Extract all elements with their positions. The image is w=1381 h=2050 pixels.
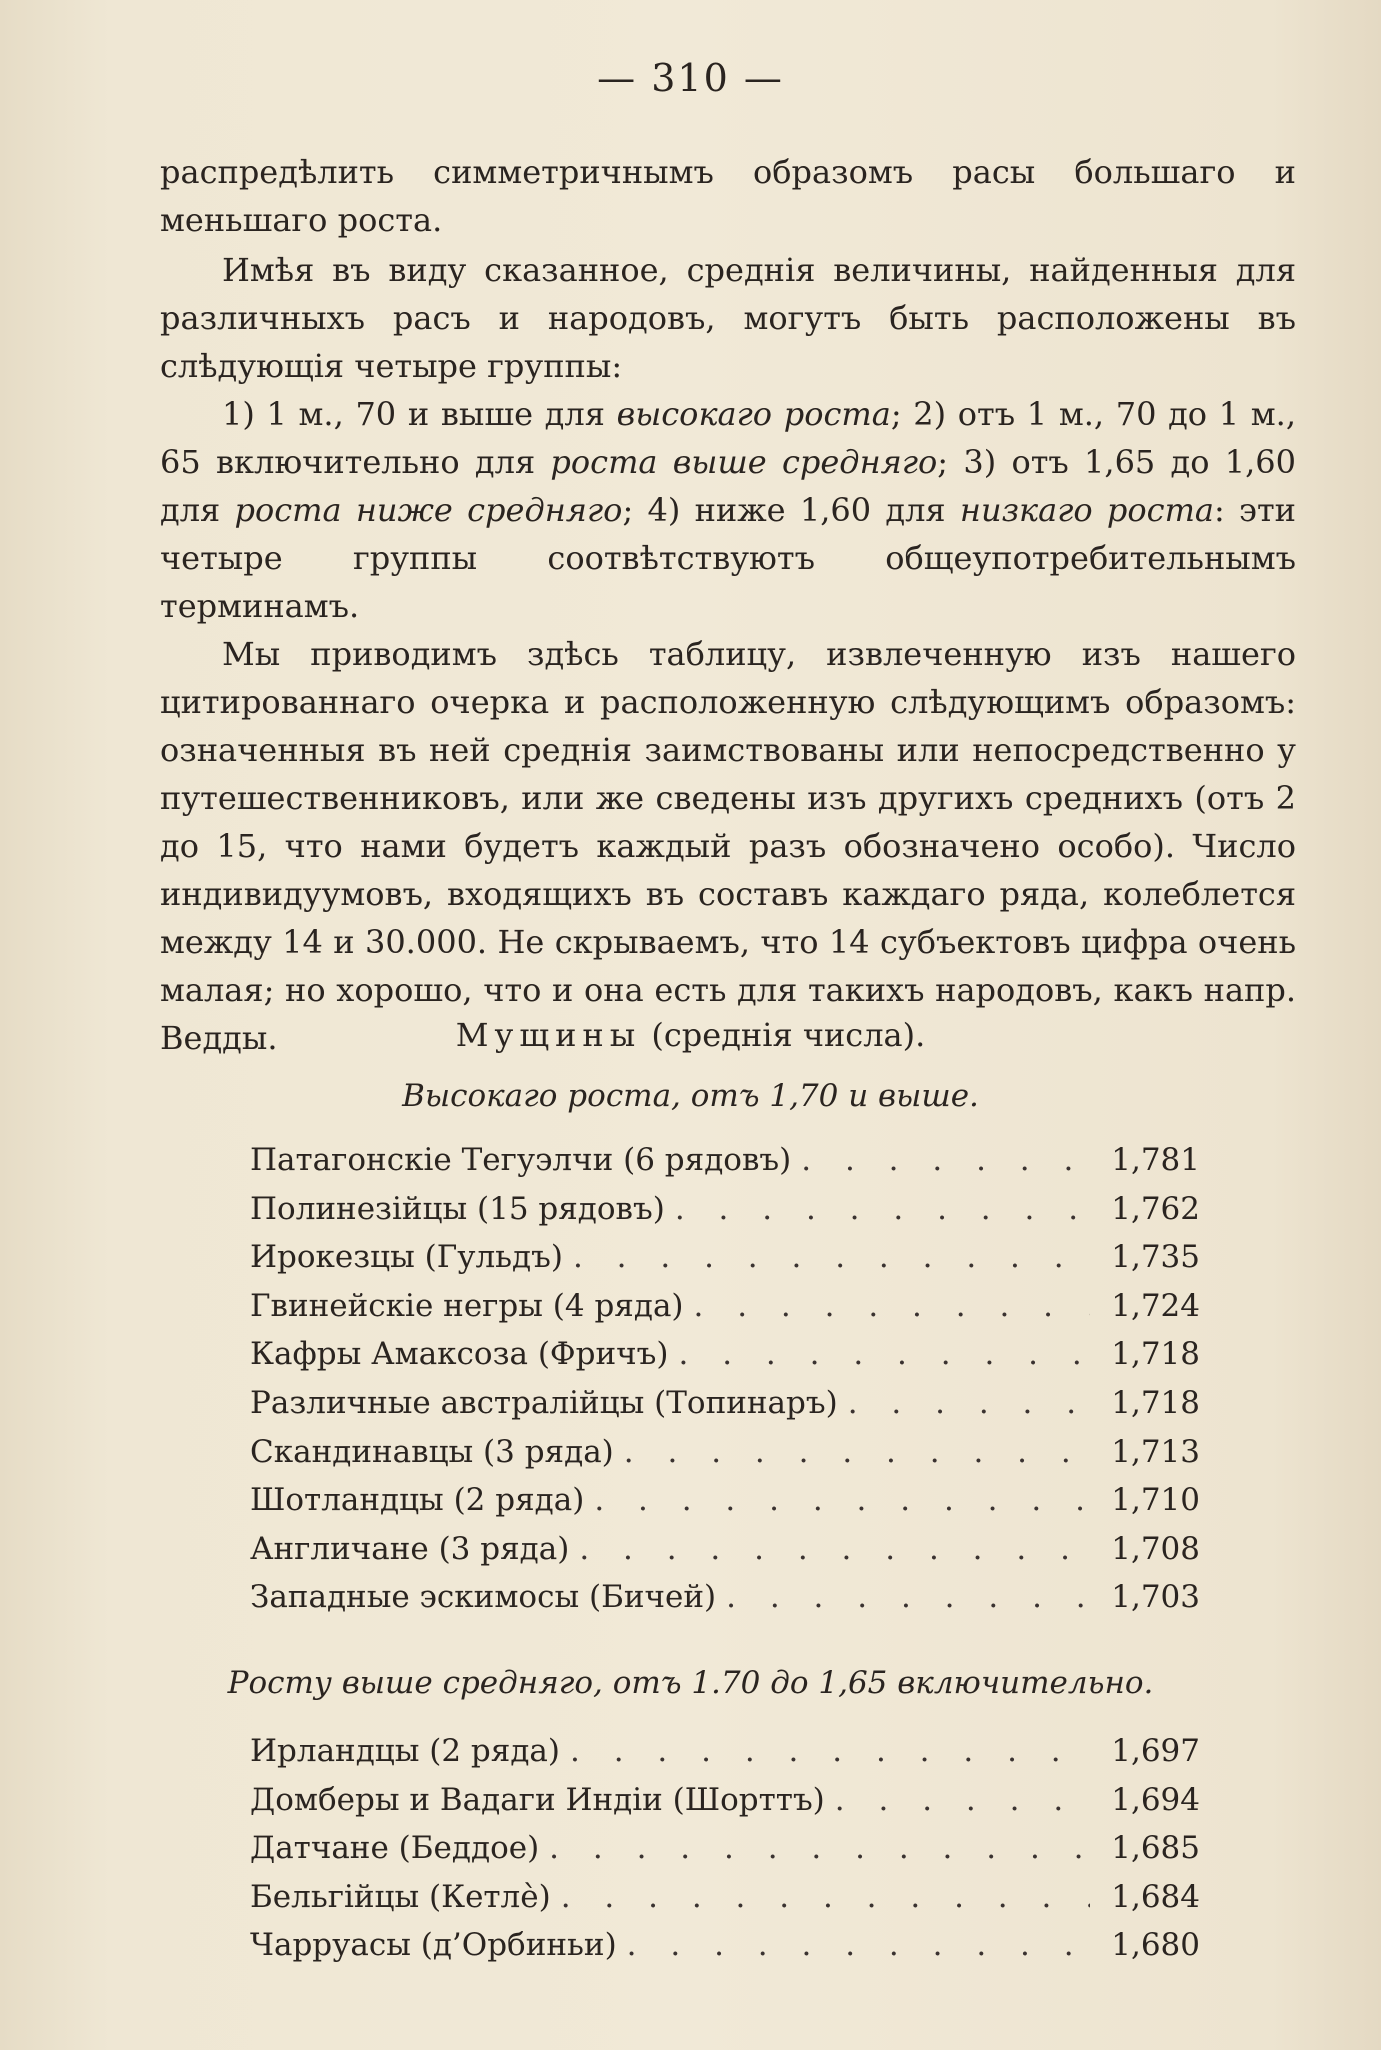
table-row [250,1434,1200,1483]
italic-term: роста ниже средняго [234,491,623,529]
dot-leader [801,1142,1090,1178]
stature-value: 1,718 [1111,1336,1200,1373]
table-row [250,1191,1200,1240]
people-name: Ирландцы (2 ряда) [250,1733,560,1769]
people-name: Полинезійцы (15 рядовъ) [250,1190,665,1227]
stature-value: 1,762 [1111,1190,1200,1227]
dot-leader [594,1482,1090,1518]
stature-value: 1,735 [1111,1239,1200,1276]
dot-leader [835,1782,1090,1818]
table-row [250,1142,1200,1191]
people-name: Гвинейскіе негры (4 ряда) [250,1287,684,1324]
body-text [160,148,1296,1062]
dot-leader [549,1830,1090,1866]
people-name: Кафры Амаксоза (Фричъ) [250,1336,669,1373]
heading-men: Мущины [455,1016,642,1054]
paragraph-continuation: распредѣлить симметричнымъ образомъ расы большаго и меньшаго роста. [160,153,1296,239]
table-row [250,1336,1200,1385]
stature-value: 1,685 [1111,1830,1200,1867]
table-row [250,1879,1200,1928]
table-row [250,1239,1200,1288]
dot-leader [627,1927,1090,1963]
people-name: Западные эскимосы (Бичей) [250,1579,717,1616]
people-name: Патагонскіе Тегуэлчи (6 рядовъ) [250,1142,792,1178]
people-name: Англичане (3 ряда) [250,1530,570,1567]
table-row [250,1288,1200,1337]
people-name: Скандинавцы (3 ряда) [250,1433,614,1470]
dot-leader [570,1733,1090,1769]
table-row [250,1531,1200,1580]
paragraph-groups-list [160,390,1296,630]
paragraph-table-intro: Мы приводимъ здѣсь таблицу, извлеченную изъ нашего цитированнаго очерка и расположенную слѣдующимъ образомъ: означенныя въ ней среднія заимствованы или непосредственно у путешественниковъ, или же сведены изъ другихъ среднихъ (отъ 2 до 15, что нами будетъ каждый разъ обозначено особо). Число индивидуумовъ, входящихъ въ составъ каждаго ряда, колеблется между 14 и 30.000. Не скрываемъ, что 14 субъектовъ цифра очень малая; но хорошо, что и она есть для такихъ народовъ, какъ напр. Ведды. [160,635,1296,1057]
italic-term: низкаго роста [959,491,1215,529]
table-tall [250,1142,1200,1628]
page-number: — 310 — [597,56,784,100]
text-run: ; 3) отъ 1,65 до 1,60 для [160,443,1297,529]
dot-leader [678,1336,1090,1372]
stature-value: 1,703 [1111,1579,1200,1616]
dot-leader [561,1879,1090,1915]
dot-leader [694,1288,1090,1324]
stature-value: 1,718 [1111,1384,1200,1421]
table-row [250,1830,1200,1879]
table-row [250,1782,1200,1831]
people-name: Датчане (Беддое) [250,1830,540,1867]
text-run: ; 4) ниже 1,60 для [622,491,960,529]
dot-leader [573,1239,1090,1275]
stature-value: 1,781 [1111,1142,1200,1178]
dot-leader [624,1434,1090,1470]
table-row [250,1579,1200,1628]
stature-value: 1,710 [1111,1482,1200,1519]
table-row [250,1482,1200,1531]
section-title-tall: Высокаго роста, отъ 1,70 и выше. [402,1078,979,1114]
text-run: ; 2) отъ 1 м., 70 до 1 м., 65 включительно для [160,395,1297,481]
table-row [250,1385,1200,1434]
stature-value: 1,694 [1111,1781,1200,1818]
stature-value: 1,684 [1111,1878,1200,1915]
dot-leader [726,1579,1090,1615]
dot-leader [579,1531,1090,1567]
people-name: Ирокезцы (Гульдъ) [250,1239,563,1276]
table-row [250,1927,1200,1976]
table-heading [0,1016,1381,1054]
dot-leader [675,1191,1090,1227]
people-name: Различные австралійцы (Топинаръ) [250,1384,838,1421]
table-above-average [250,1733,1200,1976]
people-name: Шотландцы (2 ряда) [250,1482,585,1519]
stature-value: 1,724 [1111,1287,1200,1324]
heading-sub: (среднія числа). [641,1016,926,1054]
people-name: Бельгійцы (Кетлѐ) [250,1878,551,1915]
stature-value: 1,697 [1111,1733,1200,1769]
text-run: : эти четыре группы соотвѣтствуютъ общеупотребительнымъ терминамъ. [160,491,1297,625]
stature-value: 1,680 [1111,1927,1200,1964]
text-run: 1) 1 м., 70 и выше для [222,395,617,433]
people-name: Домберы и Вадаги Индіи (Шорттъ) [250,1781,825,1818]
dot-leader [848,1385,1090,1421]
people-name: Чарруасы (д’Орбиньи) [250,1927,617,1964]
paragraph-groups-intro: Имѣя въ виду сказанное, среднія величины, найденныя для различныхъ расъ и народовъ, могутъ быть расположены въ слѣдующія четыре группы: [160,251,1296,385]
stature-value: 1,708 [1111,1530,1200,1567]
table-row [250,1733,1200,1782]
italic-term: высокаго роста [616,395,891,433]
section-title-above-average: Росту выше средняго, отъ 1.70 до 1,65 включительно. [227,1665,1154,1701]
stature-value: 1,713 [1111,1433,1200,1470]
italic-term: роста выше средняго [550,443,938,481]
